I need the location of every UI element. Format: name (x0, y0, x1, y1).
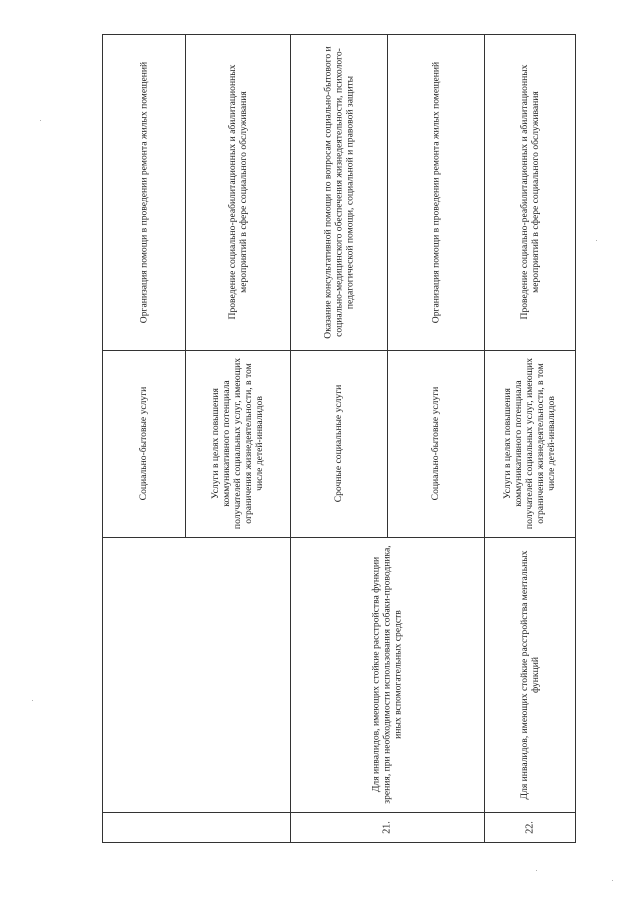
measure-cell (387, 34, 484, 350)
scan-speck (612, 880, 613, 881)
measure-text: Оказание консультативной помощи по вопросам социально-бытового и социально-медицинского обеспечения жизнедеятельности, психолого-педагогической помощи, социальной и правовой защиты (322, 45, 355, 339)
service-cell (290, 350, 387, 537)
table-border-right (575, 34, 576, 843)
service-cell (484, 350, 575, 537)
table-border-bottom (102, 842, 576, 843)
scan-speck (536, 870, 537, 871)
measure-cell (102, 34, 185, 350)
service-text: Социально-бытовые услуги (138, 386, 149, 501)
service-text: Срочные социальные услуги (333, 384, 344, 503)
scan-speck (596, 240, 597, 241)
service-cell (185, 350, 290, 537)
category-text: Для инвалидов, имеющих стойкие расстройства ментальных функций (518, 550, 541, 799)
category-cell (102, 537, 290, 812)
scan-speck (40, 120, 41, 121)
service-cell (387, 350, 484, 537)
service-text: Услуги в целях повышения коммуникативного потенциала получателей социальных услуг, имеющих ограничения жизнедеятельности, в том числе детей-инвалидов (210, 357, 265, 530)
service-cell (102, 350, 185, 537)
category-text: Для инвалидов, имеющих стойкие расстройства функции зрения, при необходимости использования собаки-проводника, иных вспомогательных средств (370, 545, 404, 804)
row-number: 22. (524, 820, 535, 834)
service-text: Социально-бытовые услуги (430, 386, 441, 501)
scan-speck (32, 700, 33, 701)
measure-text: Проведение социально-реабилитационных и абилитационных мероприятий в сфере социального обслуживания (226, 64, 249, 320)
number-cell (102, 812, 290, 842)
category-cell (290, 537, 484, 812)
number-cell (290, 812, 484, 842)
category-cell (484, 537, 575, 812)
number-cell (484, 812, 575, 842)
row-number: 21. (381, 820, 393, 834)
measure-text: Организация помощи в проведении ремонта жилых помещений (430, 61, 441, 323)
measure-cell (290, 34, 387, 350)
measure-text: Организация помощи в проведении ремонта жилых помещений (138, 61, 149, 323)
service-text: Услуги в целях повышения коммуникативного потенциала получателей социальных услуг, имеющих ограничения жизнедеятельности, в том числе детей-инвалидов (502, 357, 557, 530)
measure-cell (185, 34, 290, 350)
measure-text: Проведение социально-реабилитационных и абилитационных мероприятий в сфере социального обслуживания (518, 64, 541, 320)
measure-cell (484, 34, 575, 350)
